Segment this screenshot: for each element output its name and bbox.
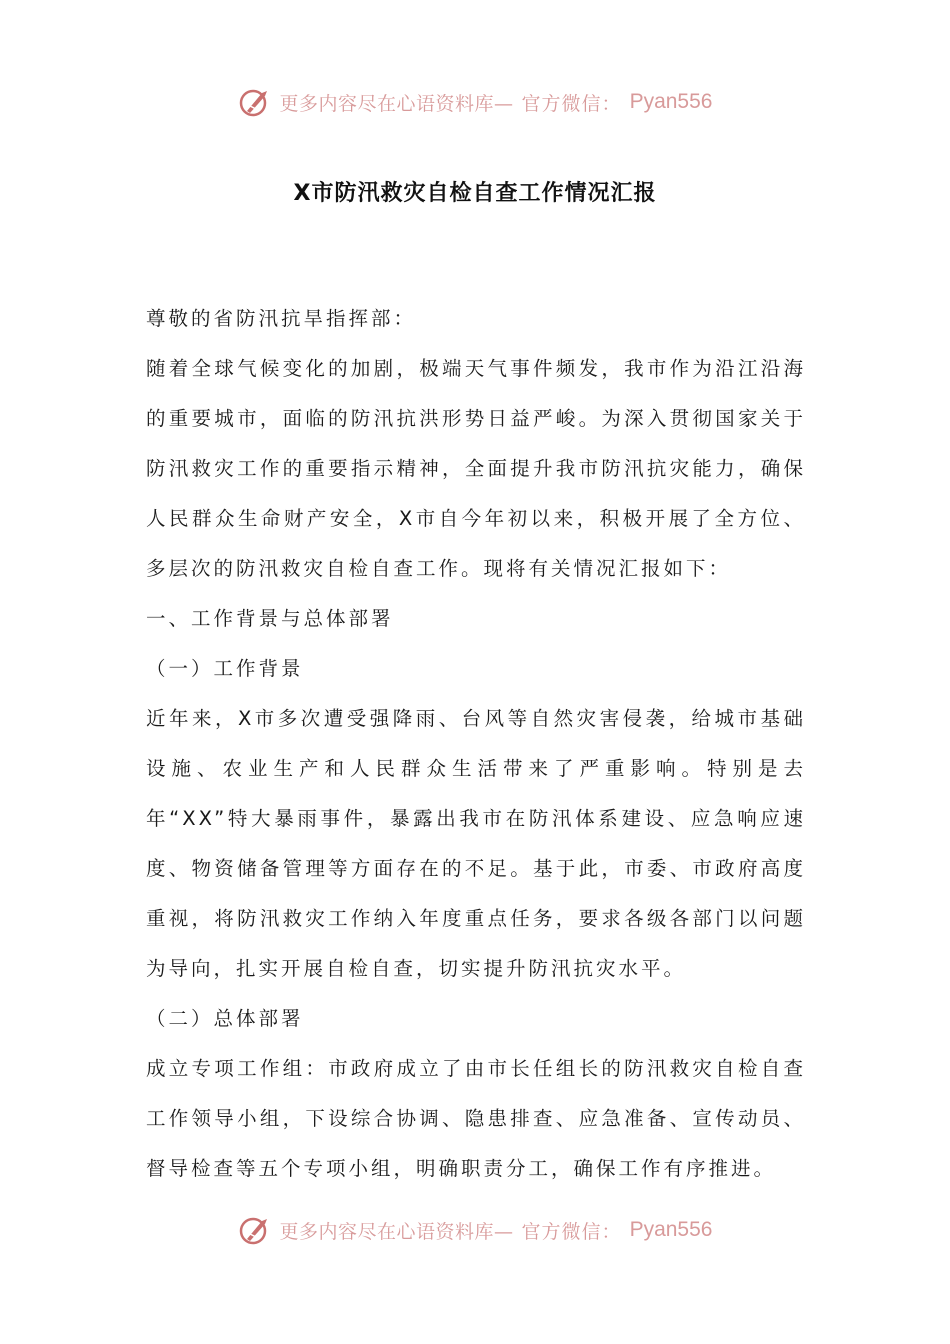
watermark-wechat-id: Pyan556 — [629, 1218, 713, 1241]
subsection-heading-2: （二）总体部署 — [146, 1007, 304, 1030]
section-heading-1: 一、工作背景与总体部署 — [146, 607, 394, 630]
background-paragraph: 近年来，X市多次遭受强降雨、台风等自然灾害侵袭，给城市基础设施、农业生产和人民群众生活带来了严重影响。特别是去年“XX”特大暴雨事件，暴露出我市在防汛体系建设、应急响应速度、物资储备管理等方面存在的不足。基于此，市委、市政府高度重视，将防汛救灾工作纳入年度重点任务，要求各级各部门以问题为导向，扎实开展自检自查，切实提升防汛抗灾水平。 — [146, 707, 806, 980]
watermark-text: 更多内容尽在心语资料库— — [279, 92, 514, 115]
watermark-banner-bottom — [0, 1208, 950, 1252]
watermark-text: 更多内容尽在心语资料库— — [279, 1220, 514, 1243]
watermark-banner-top — [0, 80, 950, 124]
watermark-wechat-label: 官方微信： — [521, 92, 622, 115]
deployment-paragraph: 成立专项工作组：市政府成立了由市长任组长的防汛救灾自检自查工作领导小组，下设综合协调、隐患排查、应急准备、宣传动员、督导检查等五个专项小组，明确职责分工，确保工作有序推进。 — [146, 1057, 806, 1180]
document-title: X市防汛救灾自检自查工作情况汇报 — [293, 181, 657, 206]
document-body — [146, 294, 806, 1194]
intro-paragraph: 随着全球气候变化的加剧，极端天气事件频发，我市作为沿江沿海的重要城市，面临的防汛抗洪形势日益严峻。为深入贯彻国家关于防汛救灾工作的重要指示精神，全面提升我市防汛抗灾能力，确保人民群众生命财产安全，X市自今年初以来，积极开展了全方位、多层次的防汛救灾自检自查工作。现将有关情况汇报如下： — [146, 357, 806, 580]
salutation: 尊敬的省防汛抗旱指挥部： — [146, 307, 417, 330]
pen-nib-logo-icon — [238, 1213, 272, 1247]
watermark-wechat-id: Pyan556 — [629, 90, 713, 113]
subsection-heading-1: （一）工作背景 — [146, 657, 304, 680]
pen-nib-logo-icon — [238, 85, 272, 119]
watermark-wechat-label: 官方微信： — [521, 1220, 622, 1243]
